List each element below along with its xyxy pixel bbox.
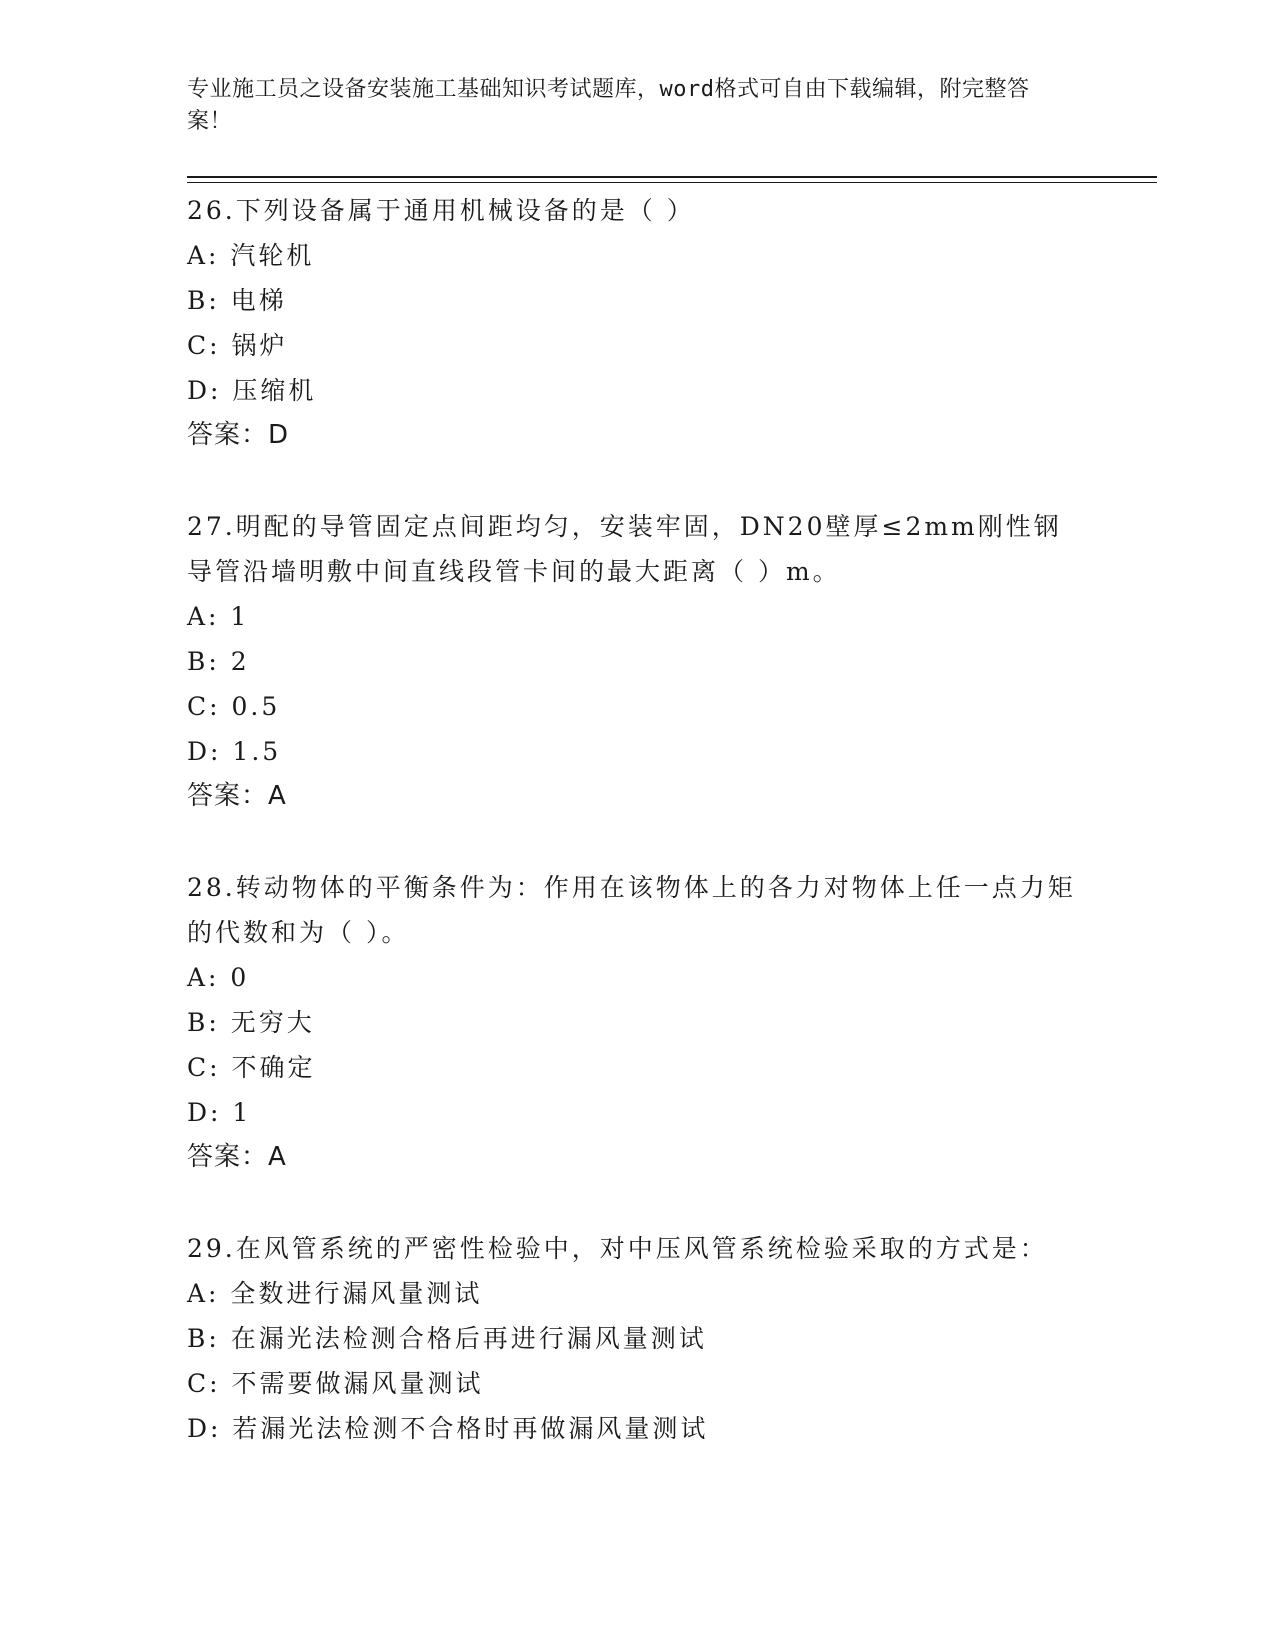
question-gap xyxy=(187,458,1087,504)
question-29 xyxy=(187,1226,1087,1451)
answer-line: 答案：D xyxy=(187,420,290,450)
question-26 xyxy=(187,188,1087,458)
option-d: D: 若漏光法检测不合格时再做漏风量测试 xyxy=(187,1414,709,1443)
question-stem: 26.下列设备属于通用机械设备的是（ ） xyxy=(187,196,695,225)
option-c: C: 锅炉 xyxy=(187,331,288,360)
question-stem: 28.转动物体的平衡条件为：作用在该物体上的各力对物体上任一点力矩的代数和为（ ）。 xyxy=(187,873,1076,947)
option-b: B: 2 xyxy=(187,647,250,676)
option-a: A: 0 xyxy=(187,963,250,992)
option-b: B: 无穷大 xyxy=(187,1008,315,1037)
option-d: D: 1 xyxy=(187,1098,252,1127)
option-a: A: 汽轮机 xyxy=(187,241,315,270)
answer-line: 答案：A xyxy=(187,1142,287,1172)
question-list xyxy=(187,188,1087,1451)
option-c: C: 0.5 xyxy=(187,692,281,721)
question-stem: 29.在风管系统的严密性检验中，对中压风管系统检验采取的方式是： xyxy=(187,1234,1048,1263)
question-28 xyxy=(187,865,1087,1180)
option-b: B: 电梯 xyxy=(187,286,287,315)
option-d: D: 1.5 xyxy=(187,737,282,766)
option-c: C: 不确定 xyxy=(187,1053,316,1082)
option-d: D: 压缩机 xyxy=(187,376,317,405)
answer-line: 答案：A xyxy=(187,781,287,811)
header-divider-thin xyxy=(187,182,1157,183)
option-c: C: 不需要做漏风量测试 xyxy=(187,1369,484,1398)
question-stem: 27.明配的导管固定点间距均匀，安装牢固，DN20壁厚≤2mm刚性钢导管沿墙明敷中间直线段管卡间的最大距离（ ）m。 xyxy=(187,512,1062,586)
document-header: 专业施工员之设备安装施工基础知识考试题库，word格式可自由下载编辑，附完整答案！ xyxy=(187,77,1030,134)
header-divider-thick xyxy=(187,176,1157,178)
option-a: A: 全数进行漏风量测试 xyxy=(187,1279,483,1308)
question-gap xyxy=(187,1180,1087,1226)
option-b: B: 在漏光法检测合格后再进行漏风量测试 xyxy=(187,1324,707,1353)
option-a: A: 1 xyxy=(187,602,250,631)
question-27 xyxy=(187,504,1087,819)
question-gap xyxy=(187,819,1087,865)
